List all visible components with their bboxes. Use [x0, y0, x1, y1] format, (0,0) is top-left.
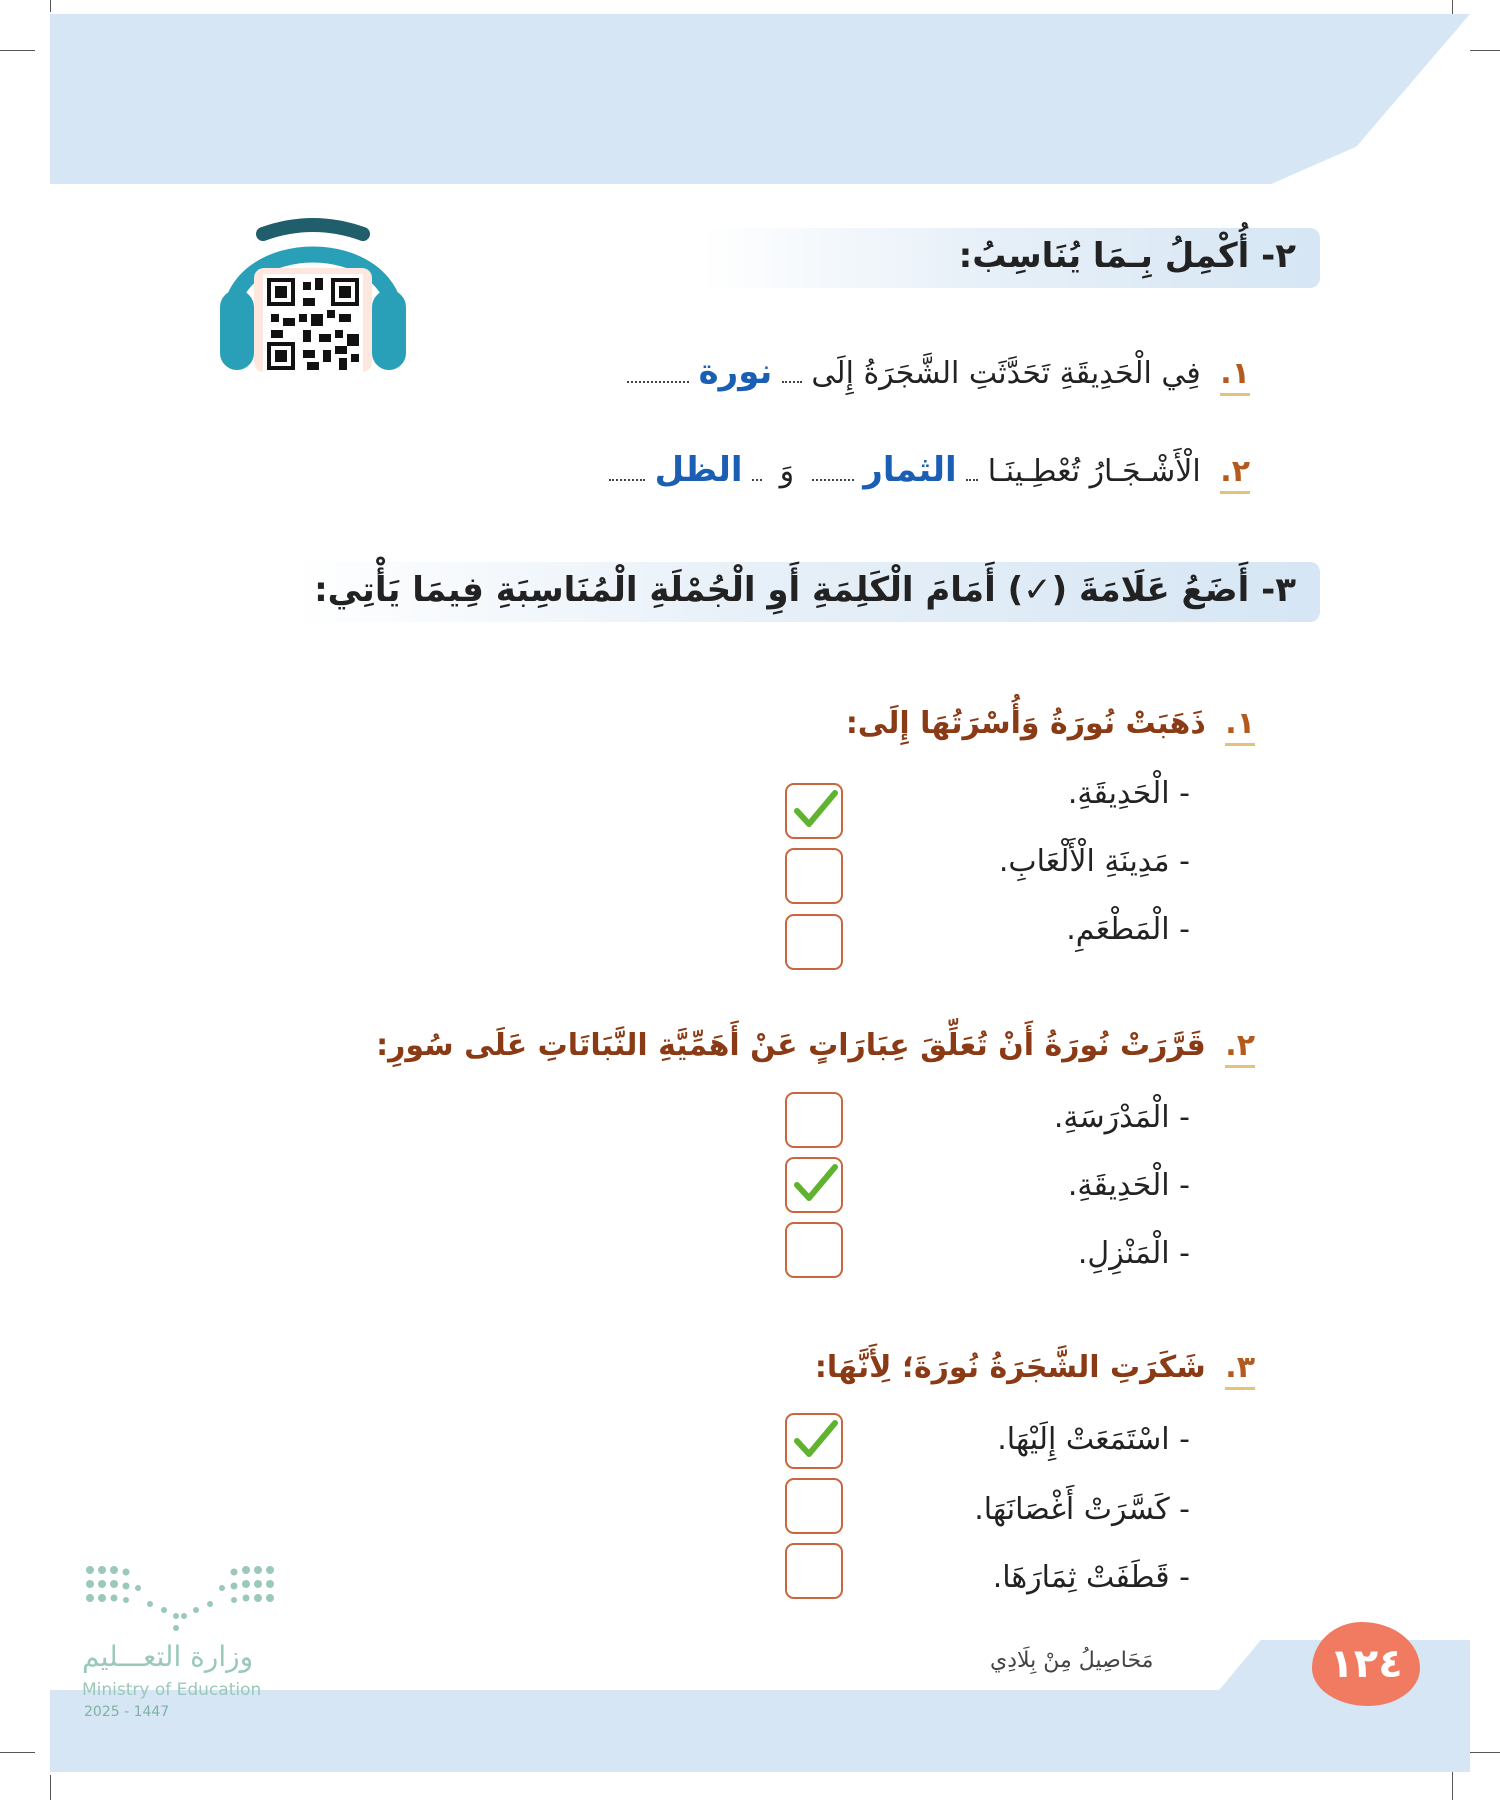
- crop-mark: [0, 50, 35, 51]
- item-number: ٢.: [1220, 454, 1250, 494]
- question-text: شَكَرَتِ الشَّجَرَةُ نُورَةَ؛ لِأَنَّهَا:: [814, 1350, 1206, 1385]
- connector: وَ: [779, 454, 795, 489]
- blank-line: [966, 473, 978, 481]
- option-checkbox[interactable]: [785, 1543, 843, 1599]
- item-text: الْأَشْـجَـارُ تُعْطِـينَـا: [987, 454, 1201, 489]
- ministry-year: 2025 - 1447: [84, 1704, 170, 1720]
- question-text: قَرَّرَتْ نُورَةُ أَنْ تُعَلِّقَ عِبَارَاتٍ عَنْ أَهَمِّيَّةِ النَّبَاتَاتِ عَلَى سُورِ:: [376, 1028, 1206, 1063]
- ministry-name-english: Ministry of Education: [82, 1680, 262, 1700]
- option-label: - قَطَفَتْ ثِمَارَهَا.: [992, 1560, 1190, 1595]
- exercise-2-header: [700, 228, 1320, 288]
- exercise-2-item-2: [609, 450, 1250, 490]
- page-number: ١٢٤: [1312, 1622, 1420, 1706]
- blank-line: [812, 473, 854, 481]
- exercise-2-item-1: [627, 352, 1250, 392]
- question-text: ذَهَبَتْ نُورَةُ وَأُسْرَتُهَا إِلَى:: [845, 706, 1206, 741]
- crop-mark: [1470, 50, 1500, 51]
- question-number: ٢.: [1225, 1028, 1255, 1068]
- qr-code-icon: [263, 274, 363, 374]
- top-decorative-band: [50, 14, 1470, 184]
- option-label: - مَدِينَةِ الْأَلْعَابِ.: [998, 844, 1190, 879]
- bottom-decorative-band: [50, 1690, 1470, 1772]
- filled-answer[interactable]: نورة: [698, 352, 773, 392]
- option-label: - الْمَدْرَسَةِ.: [1053, 1100, 1190, 1135]
- exercise-3-title: ٣- أَضَعُ عَلَامَةَ (✓) أَمَامَ الْكَلِمَةِ أَوِ الْجُمْلَةِ الْمُنَاسِبَةِ فِيمَا يَأْتِي:: [314, 570, 1296, 610]
- option-checkbox[interactable]: [785, 1157, 843, 1213]
- question-2: [376, 1028, 1255, 1063]
- crop-mark: [50, 1775, 51, 1800]
- option-label: - الْحَدِيقَةِ.: [1067, 776, 1190, 811]
- option-checkbox[interactable]: [785, 1222, 843, 1278]
- option-label: - الْمَنْزِلِ.: [1077, 1236, 1190, 1271]
- checkmark-icon: [789, 1415, 841, 1465]
- question-3: [815, 1350, 1255, 1385]
- audio-qr-code[interactable]: [218, 212, 408, 382]
- option-checkbox[interactable]: [785, 1092, 843, 1148]
- blank-line: [609, 473, 645, 481]
- blank-line: [752, 473, 762, 481]
- option-label: - اسْتَمَعَتْ إِلَيْهَا.: [997, 1422, 1190, 1457]
- blank-line: [782, 375, 802, 383]
- option-checkbox[interactable]: [785, 914, 843, 970]
- option-label: - كَسَّرَتْ أَغْصَانَهَا.: [974, 1492, 1190, 1527]
- option-label: - الْمَطْعَمِ.: [1066, 912, 1190, 947]
- checkmark-icon: [789, 1159, 841, 1209]
- crop-mark: [1452, 1770, 1453, 1800]
- filled-answer[interactable]: الثمار: [863, 450, 957, 490]
- option-checkbox[interactable]: [785, 1413, 843, 1469]
- ministry-logo-icon: [80, 1560, 280, 1635]
- option-checkbox[interactable]: [785, 783, 843, 839]
- question-1: [846, 706, 1255, 741]
- crop-mark: [0, 1752, 35, 1753]
- option-label: - الْحَدِيقَةِ.: [1067, 1168, 1190, 1203]
- checkmark-icon: [789, 785, 841, 835]
- exercise-3-header: [290, 562, 1320, 622]
- crop-mark: [1470, 1752, 1500, 1753]
- question-number: ٣.: [1225, 1350, 1255, 1390]
- item-text: فِي الْحَدِيقَةِ تَحَدَّثَتِ الشَّجَرَةُ إِلَى: [811, 356, 1201, 391]
- exercise-2-title: ٢- أُكْمِلُ بِـمَا يُنَاسِبُ:: [958, 236, 1296, 276]
- option-checkbox[interactable]: [785, 1478, 843, 1534]
- blank-line: [627, 375, 689, 383]
- option-checkbox[interactable]: [785, 848, 843, 904]
- crop-mark: [50, 0, 51, 12]
- ministry-name-arabic: وزارة التعـــليم: [82, 1640, 254, 1673]
- filled-answer[interactable]: الظل: [654, 450, 743, 490]
- question-number: ١.: [1225, 706, 1255, 746]
- unit-title: مَحَاصِيلُ مِنْ بِلَادِي: [990, 1648, 1154, 1673]
- item-number: ١.: [1220, 356, 1250, 396]
